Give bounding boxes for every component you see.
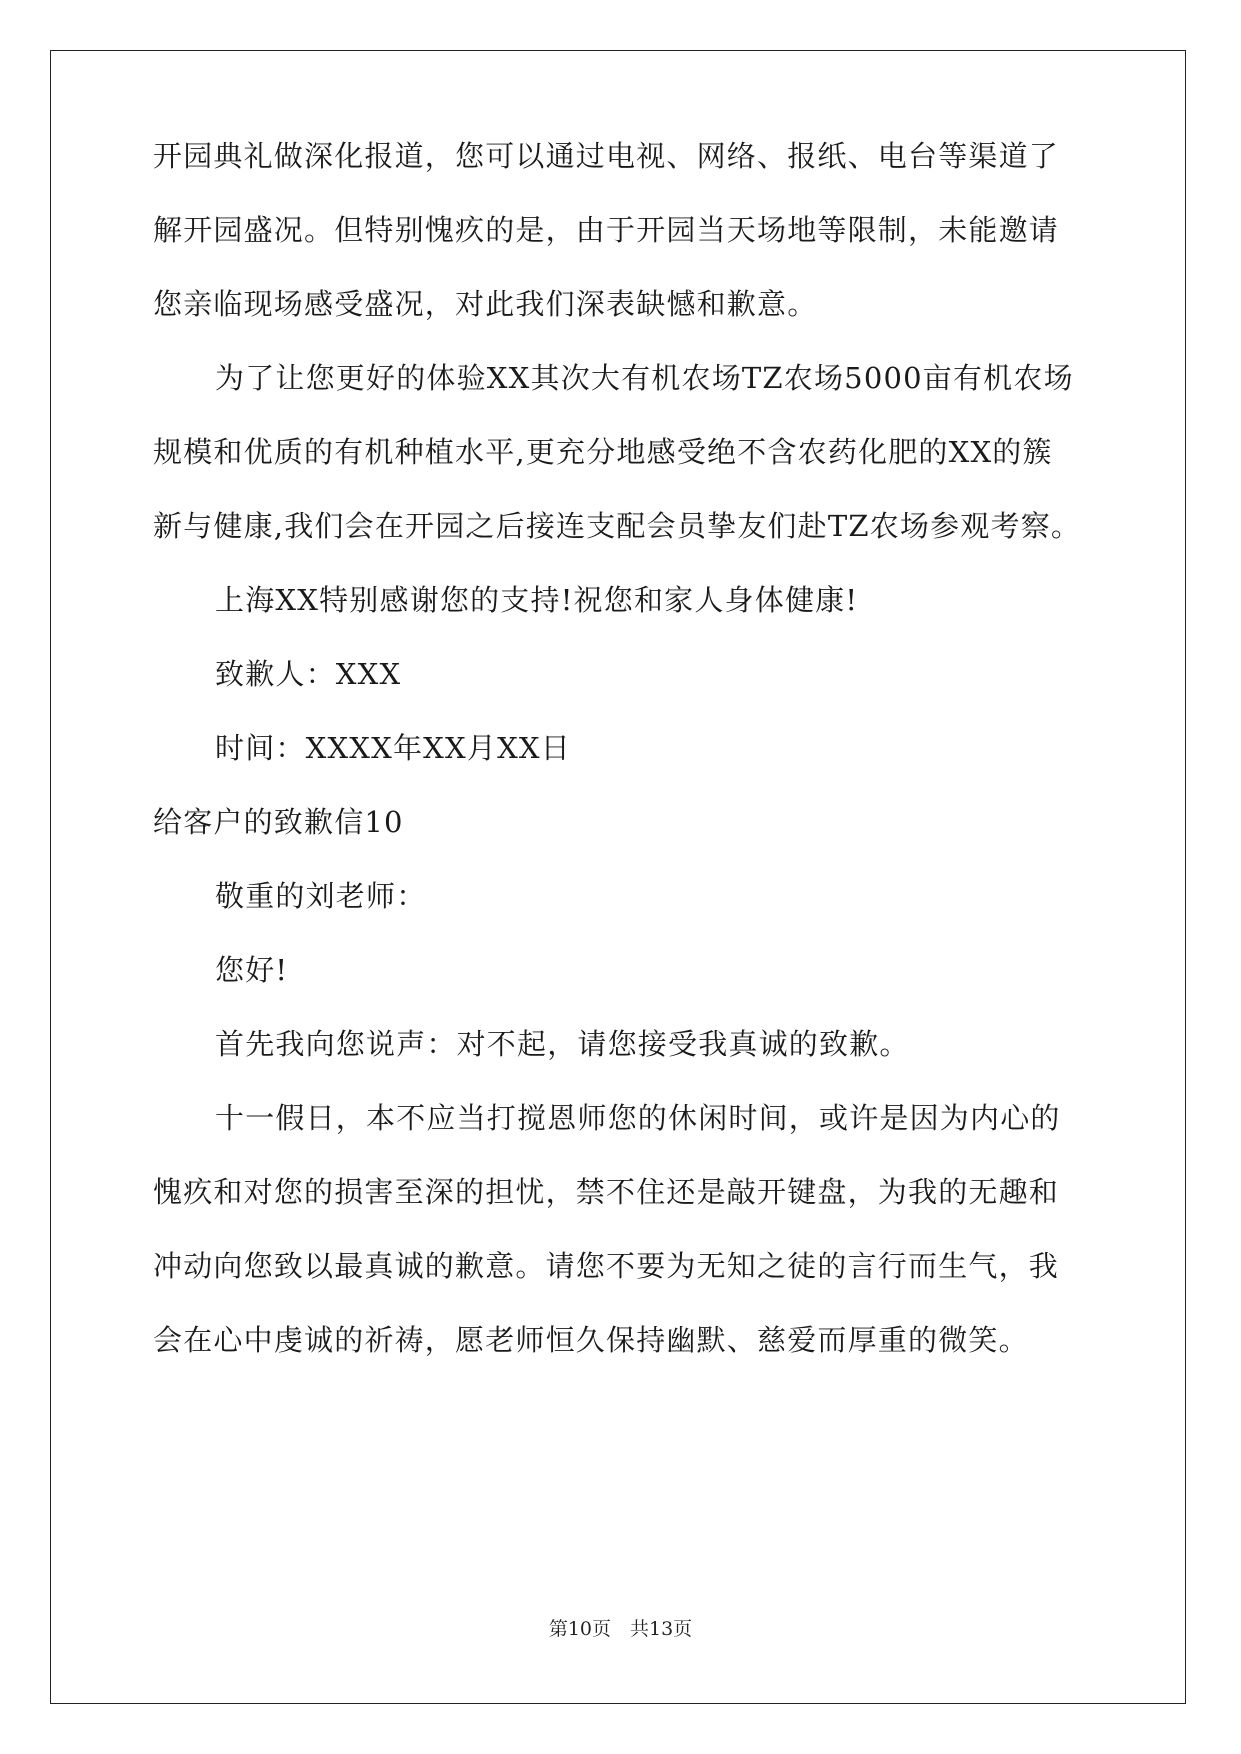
date-line: 时间：XXXX年XX月XX日 [215, 731, 571, 765]
greeting: 您好! [215, 953, 289, 987]
paragraph-line: 首先我向您说声：对不起，请您接受我真诚的致歉。 [215, 1027, 910, 1061]
text-line: 您亲临现场感受盛况，对此我们深表缺憾和歉意。 [153, 287, 818, 321]
signature-line: 致歉人：XXX [215, 657, 402, 691]
paragraph-line: 十一假日，本不应当打搅恩师您的休闲时间，或许是因为内心的 [215, 1101, 1061, 1135]
paragraph-line: 上海XX特别感谢您的支持!祝您和家人身体健康! [215, 583, 859, 617]
text-line: 开园典礼做深化报道，您可以通过电视、网络、报纸、电台等渠道了 [153, 139, 1060, 173]
page-number-footer: 第10页 共13页 [548, 1618, 693, 1640]
text-line: 会在心中虔诚的祈祷，愿老师恒久保持幽默、慈爱而厚重的微笑。 [153, 1323, 1029, 1357]
salutation: 敬重的刘老师： [215, 879, 427, 913]
text-line: 规模和优质的有机种植水平,更充分地感受绝不含农药化肥的XX的簇 [153, 435, 1053, 469]
text-line: 冲动向您致以最真诚的歉意。请您不要为无知之徒的言行而生气，我 [153, 1249, 1060, 1283]
section-heading: 给客户的致歉信10 [153, 805, 404, 839]
text-line: 新与健康,我们会在开园之后接连支配会员挚友们赴TZ农场参观考察。 [153, 509, 1082, 543]
text-line: 解开园盛况。但特别愧疚的是，由于开园当天场地等限制，未能邀请 [153, 213, 1060, 247]
paragraph-line: 为了让您更好的体验XX其次大有机农场TZ农场5000亩有机农场 [215, 361, 1074, 395]
text-line: 愧疚和对您的损害至深的担忧，禁不住还是敲开键盘，为我的无趣和 [153, 1175, 1060, 1209]
